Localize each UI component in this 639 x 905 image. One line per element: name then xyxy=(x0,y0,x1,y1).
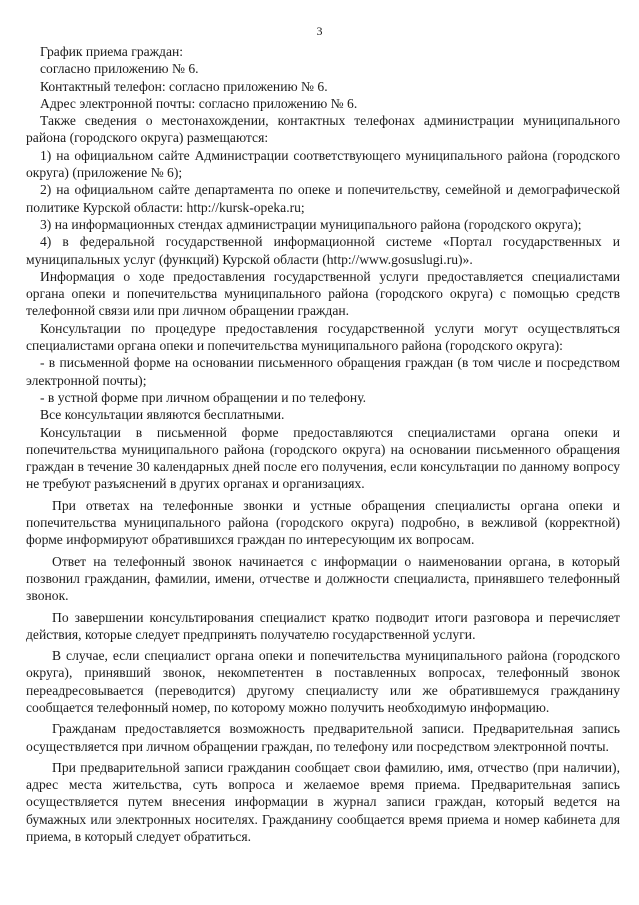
list-item: - в устной форме при личном обращении и по телефону. xyxy=(40,389,367,405)
page-number: 3 xyxy=(316,24,323,38)
paragraph: Информация о ходе предоставления государственной услуги предоставляется специалистами органа опеки и попечительства муниципального района (городского округа) с помощью средств телефонной связи или при личном обращении граждан. xyxy=(26,268,620,319)
paragraph: При предварительной записи гражданин сообщает свои фамилию, имя, отчество (при наличии), адрес места жительства, суть вопроса и желаемое время приема. Предварительная запись осуществляется путем внесения информации в журнал записи граждан, который ведется на бумажных или электронных носителях. Гражданину сообщается время приема и номер кабинета для приема, в который следует обратиться. xyxy=(26,759,620,845)
paragraph: График приема граждан: xyxy=(40,44,184,59)
list-item: 2) на официальном сайте департамента по опеке и попечительству, семейной и демографической политике Курской области: http://kursk-opeka.ru; xyxy=(26,182,620,215)
list-item: 3) на информационных стендах администрации муниципального района (городского округа); xyxy=(40,216,582,232)
paragraph: Консультации в письменной форме предоставляются специалистами органа опеки и попечительства муниципального района (городского округа) на основании письменного обращения граждан в течение 30 календарных дней после его получения, если консультации по данному вопросу не требуют разъяснений в других органах и организациях. xyxy=(26,424,620,492)
list-item: - в письменной форме на основании письменного обращения граждан (в том числе и посредством электронной почты); xyxy=(26,355,620,388)
list-item: 4) в федеральной государственной информационной системе «Портал государственных и муниципальных услуг (функций) Курской области (http://www.gosuslugi.ru)». xyxy=(26,234,620,267)
paragraph: По завершении консультирования специалист кратко подводит итоги разговора и перечисляет действия, которые следует предпринять получателю государственной услуги. xyxy=(26,609,620,642)
paragraph: согласно приложению № 6. xyxy=(40,61,199,77)
paragraph: При ответах на телефонные звонки и устные обращения специалисты органа опеки и попечительства муниципального района (городского округа) подробно, в вежливой (корректной) форме информируют обратившихся граждан по интересующим их вопросам. xyxy=(26,497,620,548)
paragraph: Адрес электронной почты: согласно приложению № 6. xyxy=(40,95,358,111)
paragraph: Также сведения о местонахождении, контактных телефонах администрации муниципального района (городского округа) размещаются: xyxy=(26,113,620,146)
paragraph: Контактный телефон: согласно приложению № 6. xyxy=(40,78,328,94)
document-body xyxy=(26,43,620,845)
paragraph: Консультации по процедуре предоставления государственной услуги могут осуществляться специалистами органа опеки и попечительства муниципального района (городского округа): xyxy=(26,320,620,354)
paragraph: Гражданам предоставляется возможность предварительной записи. Предварительная запись осуществляется при личном обращении граждан, по телефону или посредством электронной почты. xyxy=(26,721,620,754)
list-item: 1) на официальном сайте Администрации соответствующего муниципального района (городского округа) (приложение № 6); xyxy=(26,147,620,181)
paragraph: Все консультации являются бесплатными. xyxy=(40,407,285,423)
paragraph: Ответ на телефонный звонок начинается с информации о наименовании органа, в который позвонил гражданин, фамилии, имени, отчестве и должности специалиста, принявшего телефонный звонок. xyxy=(26,553,620,604)
paragraph: В случае, если специалист органа опеки и попечительства муниципального района (городского округа), принявший звонок, некомпетентен в поставленных вопросах, телефонный звонок переадресовывается (переводится) другому специалисту или же обратившемуся гражданину сообщается телефонный номер, по которому можно получить необходимую информацию. xyxy=(26,648,620,715)
